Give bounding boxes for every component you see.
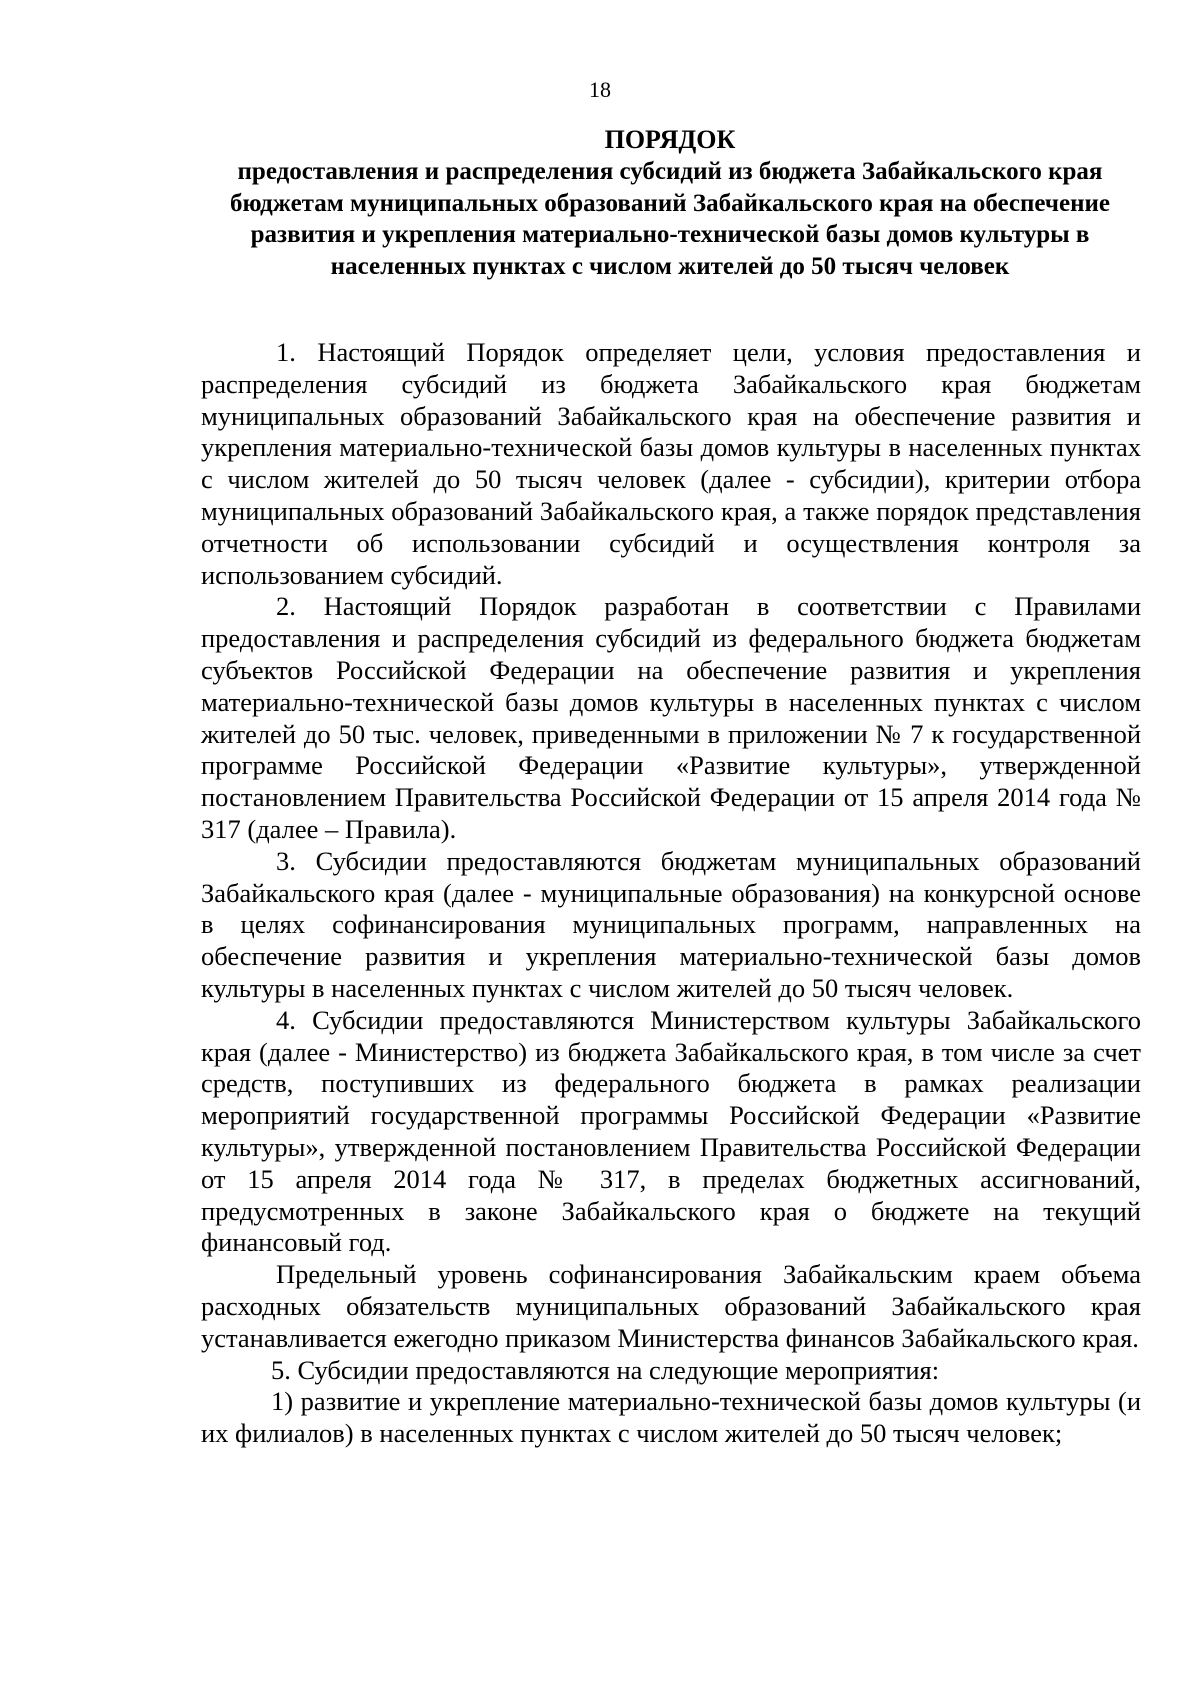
paragraph-5: 5. Субсидии предоставляются на следующие мероприятия:	[271, 1354, 940, 1385]
document-title: ПОРЯДОК	[604, 125, 736, 154]
paragraph-3: 3. Субсидии предоставляются бюджетам муниципальных образований Забайкальского края (далее - муниципальные образования) на конкурсной основе в целях софинансирования муниципальных программ, направленных на обеспечение развития и укрепления материально-технической базы домов культуры в населенных пунктах с числом жителей до 50 тысяч человек.	[201, 845, 1141, 1003]
document-body	[201, 337, 1141, 1450]
document-subtitle: предоставления и распределения субсидий из бюджета Забайкальского края бюджетам муниципальных образований Забайкальского края на обеспечение развития и укрепления материально-технической базы домов культуры в населенных пунктах с числом жителей до 50 тысяч человек	[229, 158, 1111, 280]
page-number: 18	[589, 77, 611, 102]
document-heading	[200, 124, 1140, 282]
paragraph-1: 1. Настоящий Порядок определяет цели, условия предоставления и распределения субсидий из бюджета Забайкальского края бюджетам муниципальных образований Забайкальского края на обеспечение развития и укрепления материально-технической базы домов культуры в населенных пунктах с числом жителей до 50 тысяч человек (далее - субсидии), критерии отбора муниципальных образований Забайкальского края, а также порядок представления отчетности об использовании субсидий и осуществления контроля за использованием субсидий.	[201, 337, 1141, 590]
paragraph-4: 4. Субсидии предоставляются Министерством культуры Забайкальского края (далее - Министерство) из бюджета Забайкальского края, в том числе за счет средств, поступивших из федерального бюджета в рамках реализации мероприятий государственной программы Российской Федерации «Развитие культуры», утвержденной постановлением Правительства Российской Федерации от 15 апреля 2014 года № 317, в пределах бюджетных ассигнований, предусмотренных в законе Забайкальского края о бюджете на текущий финансовый год.	[201, 1004, 1141, 1258]
paragraph-4-cofinancing: Предельный уровень софинансирования Забайкальским краем объема расходных обязательств муниципальных образований Забайкальского края устанавливается ежегодно приказом Министерства финансов Забайкальского края.	[201, 1259, 1141, 1353]
paragraph-5-item-1: 1) развитие и укрепление материально-технической базы домов культуры (и их филиалов) в населенных пунктах с числом жителей до 50 тысяч человек;	[201, 1386, 1141, 1449]
paragraph-2: 2. Настоящий Порядок разработан в соответствии с Правилами предоставления и распределения субсидий из федерального бюджета бюджетам субъектов Российской Федерации на обеспечение развития и укрепления материально-технической базы домов культуры в населенных пунктах с числом жителей до 50 тыс. человек, приведенными в приложении № 7 к государственной программе Российской Федерации «Развитие культуры», утвержденной постановлением Правительства Российской Федерации от 15 апреля 2014 года № 317 (далее – Правила).	[201, 591, 1141, 844]
